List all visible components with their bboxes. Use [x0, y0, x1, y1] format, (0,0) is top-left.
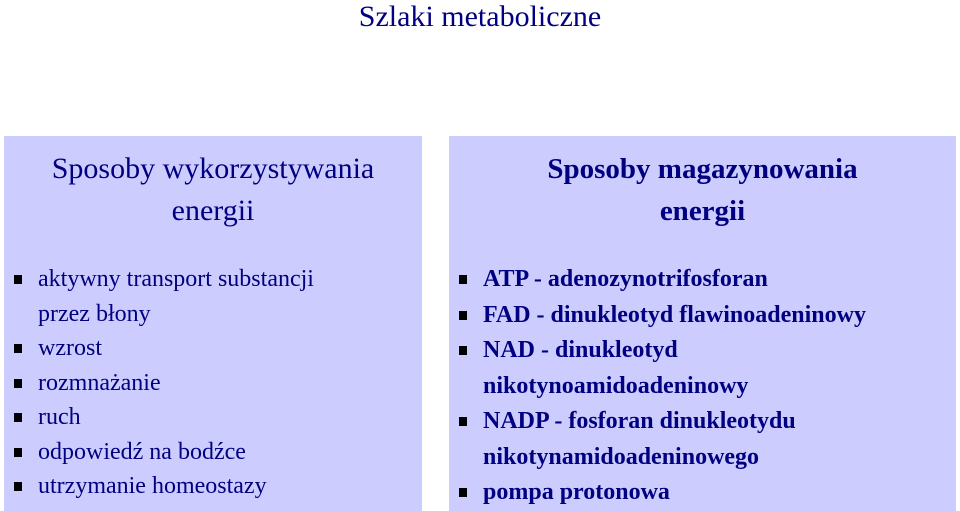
bullet-icon	[459, 311, 467, 320]
list-item-text: ATP - adenozynotrifosforan	[483, 266, 768, 292]
energy-storage-heading	[449, 148, 956, 232]
energy-storage-heading-line1: Sposoby magazynowania	[547, 153, 858, 185]
list-item-text: NADP - fosforan dinukleotydu	[483, 408, 796, 434]
bullet-icon	[14, 448, 22, 457]
bullet-icon	[14, 344, 22, 353]
list-item-text: utrzymanie homeostazy	[38, 473, 267, 499]
bullet-icon	[459, 488, 467, 497]
energy-usage-heading-line1: Sposoby wykorzystywania	[51, 152, 375, 185]
list-item-text: ruch	[38, 404, 81, 430]
energy-storage-heading-line2: energii	[659, 195, 746, 227]
list-item-text-continued: przez błony	[38, 300, 151, 327]
bullet-icon	[14, 482, 22, 491]
list-item-text: FAD - dinukleotyd flawinoadeninowy	[483, 301, 866, 328]
list-item-text: NAD - dinukleotyd	[483, 337, 678, 363]
energy-storage-list	[459, 262, 866, 511]
bullet-icon	[14, 275, 22, 284]
list-item	[459, 404, 866, 475]
energy-storage-panel	[449, 136, 956, 511]
list-item-text: odpowiedź na bodźce	[38, 438, 246, 465]
energy-usage-panel	[4, 136, 422, 511]
list-item-text-continued: nikotynoamidoadeninowy	[483, 372, 749, 399]
list-item	[459, 298, 866, 334]
bullet-icon	[14, 379, 22, 388]
list-item	[14, 366, 314, 401]
bullet-icon	[459, 346, 467, 355]
page-title: Szlaki metaboliczne	[358, 0, 602, 33]
list-item-text-continued: nikotynamidoadeninowego	[483, 443, 760, 470]
list-item	[14, 262, 314, 331]
list-item	[459, 262, 866, 298]
energy-usage-list	[14, 262, 314, 504]
list-item	[459, 475, 866, 511]
list-item	[459, 333, 866, 404]
list-item-text: pompa protonowa	[483, 479, 670, 505]
bullet-icon	[459, 417, 467, 426]
list-item	[14, 400, 314, 435]
bullet-icon	[14, 413, 22, 422]
bullet-icon	[459, 275, 467, 284]
list-item-text: wzrost	[38, 335, 102, 361]
list-item	[14, 331, 314, 366]
list-item-text: aktywny transport substancji	[38, 266, 314, 292]
energy-usage-heading-line2: energii	[171, 194, 255, 227]
list-item	[14, 469, 314, 504]
list-item	[14, 435, 314, 470]
list-item-text: rozmnażanie	[38, 369, 161, 396]
energy-usage-heading	[4, 148, 422, 232]
